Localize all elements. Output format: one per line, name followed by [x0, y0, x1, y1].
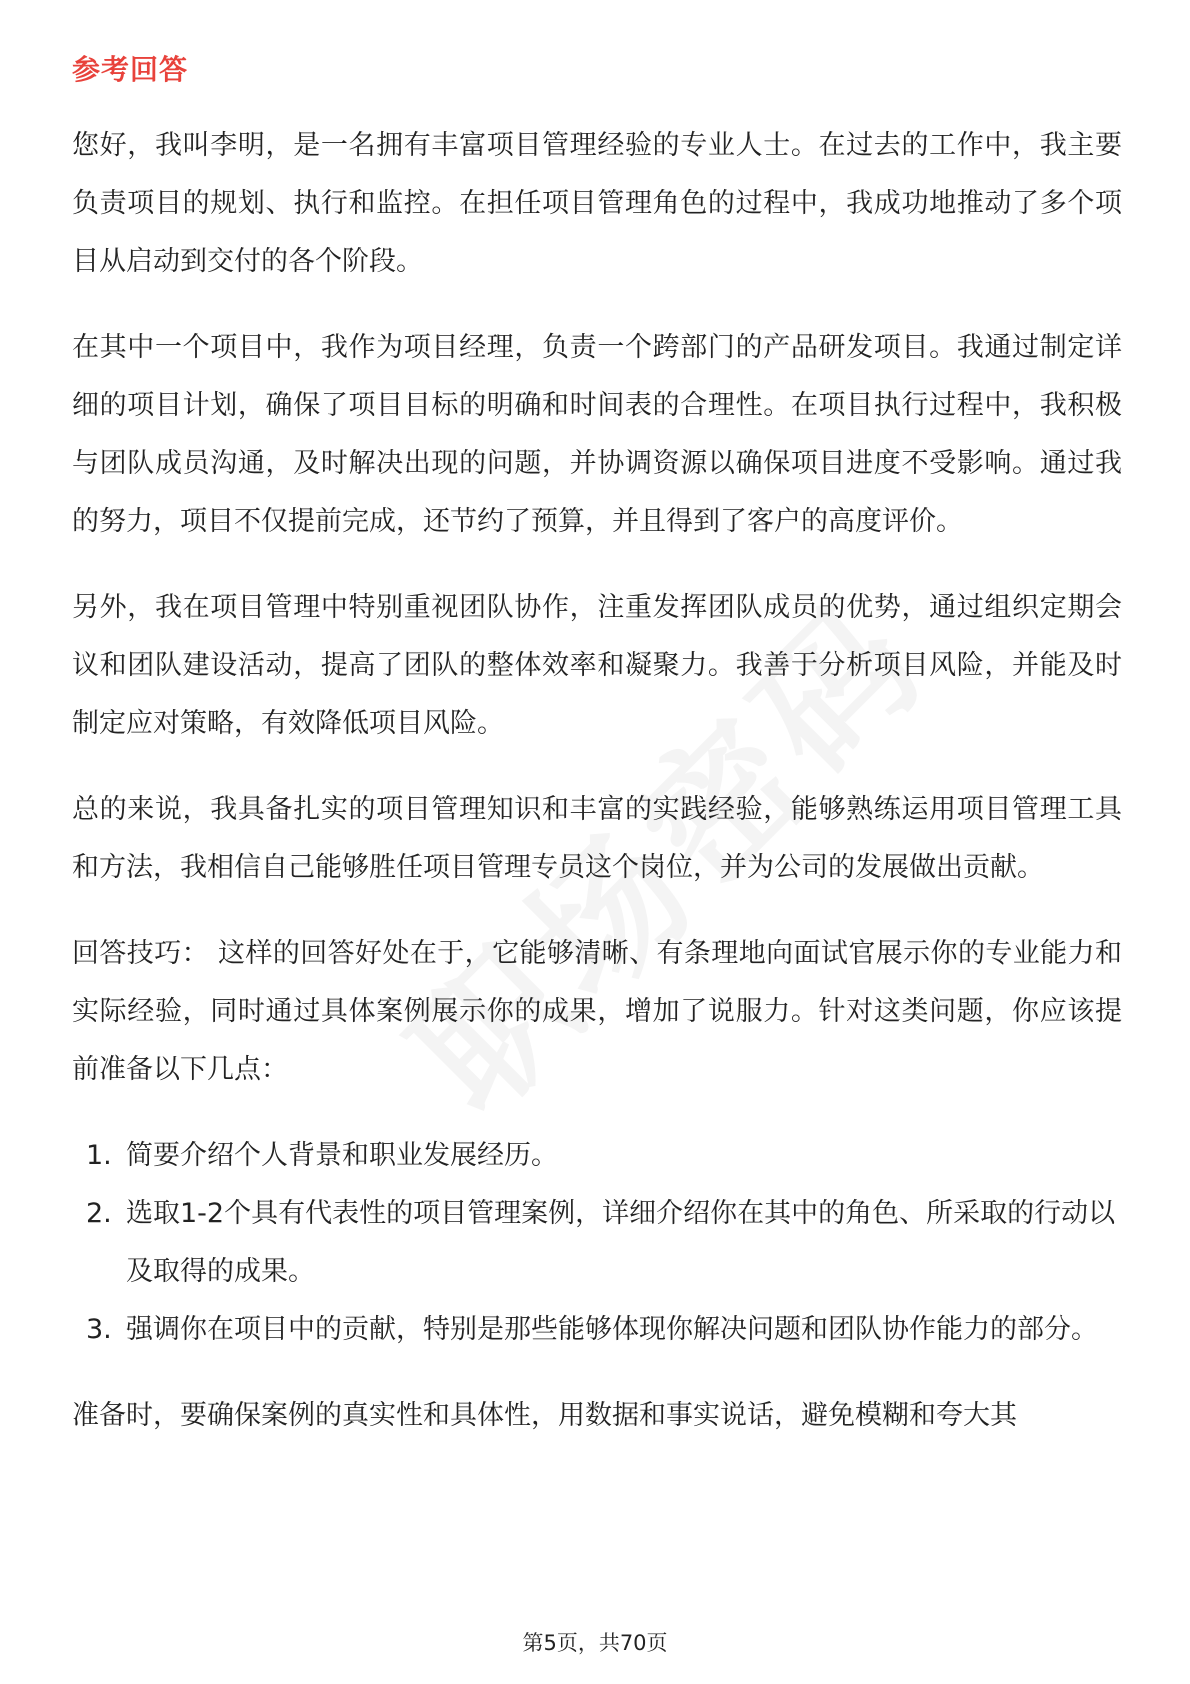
section-heading: 参考回答	[72, 53, 189, 86]
paragraph-closing: 准备时，要确保案例的真实性和具体性，用数据和事实说话，避免模糊和夸大其	[72, 1400, 1017, 1431]
list-item	[72, 1127, 1122, 1185]
answer-body	[72, 117, 1122, 1473]
page-number: 第5页，共70页	[522, 1631, 668, 1655]
list-item-text: 强调你在项目中的贡献，特别是那些能够体现你解决问题和团队协作能力的部分。	[126, 1314, 1098, 1345]
tips-list	[72, 1127, 1122, 1359]
paragraph-teamwork: 另外，我在项目管理中特别重视团队协作，注重发挥团队成员的优势，通过组织定期会议和团队建设活动，提高了团队的整体效率和凝聚力。我善于分析项目风险，并能及时制定应对策略，有效降低项目风险。	[72, 592, 1122, 739]
list-item	[72, 1185, 1122, 1301]
paragraph-project-example: 在其中一个项目中，我作为项目经理，负责一个跨部门的产品研发项目。我通过制定详细的项目计划，确保了项目目标的明确和时间表的合理性。在项目执行过程中，我积极与团队成员沟通，及时解决出现的问题，并协调资源以确保项目进度不受影响。通过我的努力，项目不仅提前完成，还节约了预算，并且得到了客户的高度评价。	[72, 332, 1122, 537]
paragraph-tips: 回答技巧： 这样的回答好处在于，它能够清晰、有条理地向面试官展示你的专业能力和实际经验，同时通过具体案例展示你的成果，增加了说服力。针对这类问题，你应该提前准备以下几点：	[72, 938, 1122, 1085]
list-item-number: 3.	[86, 1314, 112, 1345]
list-item-number: 1.	[86, 1140, 112, 1171]
list-item-text: 简要介绍个人背景和职业发展经历。	[126, 1140, 558, 1171]
paragraph-summary: 总的来说，我具备扎实的项目管理知识和丰富的实践经验，能够熟练运用项目管理工具和方法，我相信自己能够胜任项目管理专员这个岗位，并为公司的发展做出贡献。	[72, 794, 1122, 883]
list-item	[72, 1301, 1122, 1359]
list-item-text: 选取1-2个具有代表性的项目管理案例，详细介绍你在其中的角色、所采取的行动以及取得的成果。	[126, 1198, 1116, 1287]
paragraph-intro: 您好，我叫李明，是一名拥有丰富项目管理经验的专业人士。在过去的工作中，我主要负责项目的规划、执行和监控。在担任项目管理角色的过程中，我成功地推动了多个项目从启动到交付的各个阶段。	[72, 130, 1122, 277]
list-item-number: 2.	[86, 1198, 112, 1229]
